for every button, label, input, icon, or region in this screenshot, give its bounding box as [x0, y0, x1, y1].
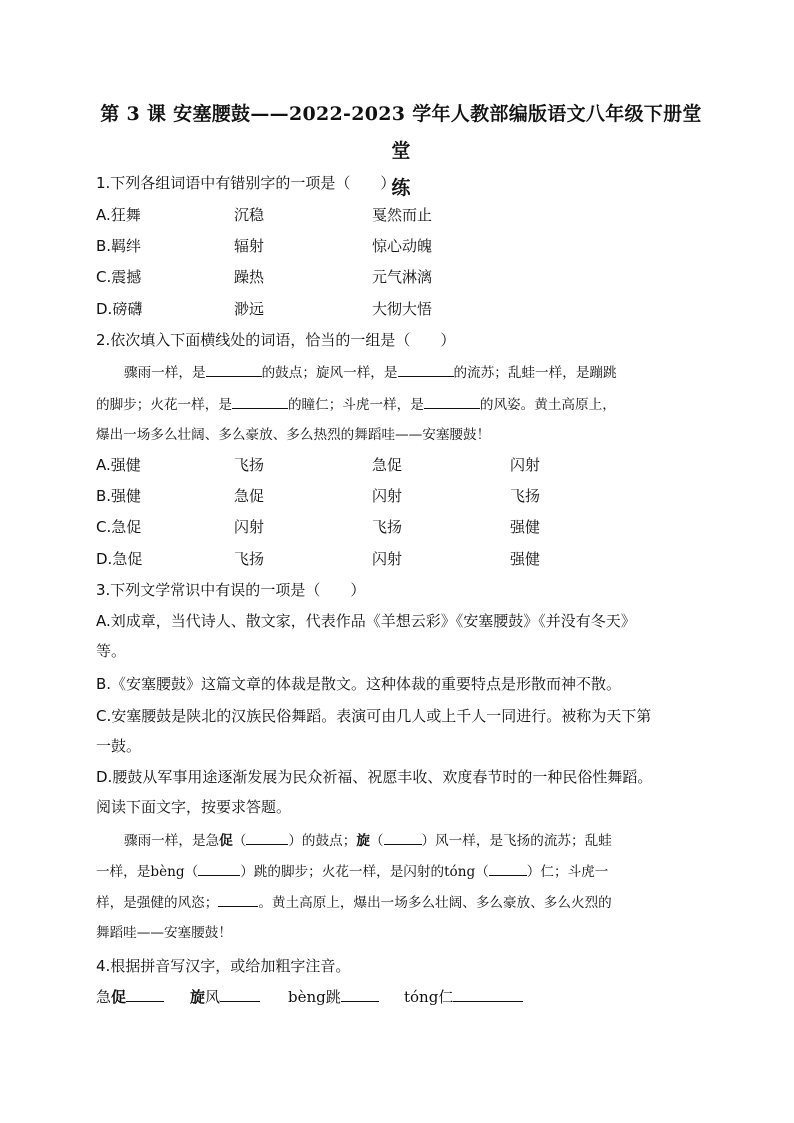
q2-option-d-word-4: 强健	[510, 550, 541, 568]
answer-blank-beng[interactable]	[198, 861, 240, 876]
q1-option-d-word-2: 渺远	[234, 300, 265, 318]
q4-text: 仁	[438, 988, 454, 1006]
bold-char-xuan: 旋	[356, 833, 370, 849]
q2-option-c-word-4: 强健	[510, 518, 541, 536]
reading-line-2	[96, 861, 700, 882]
answer-blank-phrase[interactable]	[218, 892, 258, 907]
q4-bold-char: 促	[111, 988, 127, 1006]
q1-option-a-word-3: 戛然而止	[372, 206, 433, 224]
reading-text: ）的鼓点；	[288, 833, 357, 849]
q2-option-c: C.急促	[96, 518, 142, 536]
q2-text: 的鼓点；旋风一样，是	[261, 365, 398, 381]
q4-bold-char: 旋	[190, 988, 206, 1006]
q2-text: 骤雨一样，是	[124, 365, 206, 381]
reading-line-3	[96, 892, 700, 913]
q4-text: 风	[205, 988, 221, 1006]
reading-text: 。黄土高原上，爆出一场多么壮阔、多么豪放、多么火烈的	[258, 895, 612, 911]
q4-text: 跳	[325, 988, 341, 1006]
reading-text: ）跳的脚步；火花一样，是闪射的	[240, 864, 445, 880]
q1-option-b-word-2: 辐射	[234, 237, 265, 255]
q2-option-a-word-2: 飞扬	[234, 456, 265, 474]
reading-line-4: 舞蹈哇——安塞腰鼓！	[96, 925, 232, 941]
q4-item-3	[288, 987, 379, 1007]
q3-option-b: B.《安塞腰鼓》这篇文章的体裁是散文。这种体裁的重要特点是形散而神不散。	[96, 675, 622, 693]
q2-passage-line-2	[96, 394, 700, 415]
q4-pinyin: tóng	[404, 988, 439, 1006]
q4-answer-blank-4[interactable]	[453, 987, 523, 1002]
pinyin-tong: tóng	[444, 864, 476, 880]
reading-text: 骤雨一样，是急	[124, 833, 220, 849]
title-line-2: 练	[391, 177, 411, 199]
reading-text: 一样，是	[96, 864, 151, 880]
q2-passage-line-1	[96, 362, 700, 383]
answer-blank-cu[interactable]	[246, 830, 288, 845]
q1-option-b: B.羁绊	[96, 237, 142, 255]
q3-option-a-continued: 等。	[96, 642, 127, 660]
q1-option-d: D.磅礴	[96, 300, 143, 318]
q4-text: 急	[96, 988, 112, 1006]
q1-option-c: C.震撼	[96, 268, 142, 286]
q2-text: 的脚步；火花一样，是	[96, 397, 232, 413]
q2-option-d-word-2: 飞扬	[234, 550, 265, 568]
q1-stem: 1.下列各组词语中有错别字的一项是（ ）	[96, 174, 396, 192]
q2-option-d: D.急促	[96, 550, 143, 568]
reading-text: （	[232, 833, 247, 849]
q4-answer-blank-3[interactable]	[341, 987, 379, 1002]
q2-option-a-word-3: 急促	[372, 456, 403, 474]
q2-text: 的瞳仁；斗虎一样，是	[287, 397, 424, 413]
q1-option-c-word-3: 元气淋漓	[372, 268, 433, 286]
q3-option-a: A.刘成章，当代诗人、散文家，代表作品《羊想云彩》《安塞腰鼓》《并没有冬天》	[96, 612, 636, 630]
q2-option-c-word-3: 飞扬	[372, 518, 403, 536]
q4-item-2	[190, 987, 260, 1007]
q2-option-b-word-3: 闪射	[372, 487, 403, 505]
reading-line-1	[96, 830, 700, 851]
reading-text: （	[184, 864, 199, 880]
q4-item-4	[404, 987, 523, 1007]
fill-blank-4[interactable]	[424, 394, 480, 409]
q2-stem: 2.依次填入下面横线处的词语，恰当的一组是（ ）	[96, 331, 456, 349]
q1-option-a: A.狂舞	[96, 206, 141, 224]
reading-text: ）仁；斗虎一	[526, 864, 609, 880]
q1-option-a-word-2: 沉稳	[234, 206, 265, 224]
q2-option-d-word-3: 闪射	[372, 550, 403, 568]
q2-text: 的流苏；乱蛙一样，是蹦跳	[453, 365, 617, 381]
reading-text: （	[369, 833, 384, 849]
q2-option-b: B.强健	[96, 487, 142, 505]
q2-option-b-word-2: 急促	[234, 487, 265, 505]
q4-answer-blank-2[interactable]	[220, 987, 260, 1002]
answer-blank-xuan[interactable]	[384, 830, 422, 845]
q1-option-c-word-2: 躁热	[234, 268, 265, 286]
q4-answer-blank-1[interactable]	[126, 987, 164, 1002]
title-line-1: 第 3 课 安塞腰鼓——2022-2023 学年人教部编版语文八年级下册堂堂	[100, 103, 702, 162]
fill-blank-3[interactable]	[232, 394, 288, 409]
fill-blank-2[interactable]	[398, 362, 454, 377]
bold-char-cu: 促	[219, 833, 233, 849]
fill-blank-1[interactable]	[206, 362, 262, 377]
q3-option-d: D.腰鼓从军事用途逐渐发展为民众祈福、祝愿丰收、欢度春节时的一种民俗性舞蹈。	[96, 768, 653, 786]
q4-stem: 4.根据拼音写汉字，或给加粗字注音。	[96, 957, 351, 975]
q4-pinyin: bèng	[288, 988, 326, 1006]
q1-option-b-word-3: 惊心动魄	[372, 237, 433, 255]
answer-blank-tong[interactable]	[489, 861, 527, 876]
q4-item-1	[96, 987, 164, 1007]
q2-option-b-word-4: 飞扬	[510, 487, 541, 505]
q2-option-a-word-4: 闪射	[510, 456, 541, 474]
q3-option-c: C.安塞腰鼓是陕北的汉族民俗舞蹈。表演可由几人或上千人一同进行。被称为天下第	[96, 707, 652, 725]
q2-text: 的风姿。黄土高原上，	[479, 397, 616, 413]
reading-text: ）风一样，是飞扬的流苏；乱蛙	[421, 833, 612, 849]
q2-option-c-word-2: 闪射	[234, 518, 265, 536]
q2-passage-line-3: 爆出一场多么壮阔、多么豪放、多么热烈的舞蹈哇——安塞腰鼓！	[96, 427, 491, 443]
reading-text: （	[475, 864, 489, 880]
q3-option-c-continued: 一鼓。	[96, 737, 142, 755]
q1-option-d-word-3: 大彻大悟	[372, 300, 433, 318]
q2-option-a: A.强健	[96, 456, 141, 474]
pinyin-beng: bèng	[150, 864, 185, 880]
reading-text: 样，是强健的风恣；	[96, 895, 219, 911]
q3-stem: 3.下列文学常识中有误的一项是（ ）	[96, 581, 366, 599]
reading-instruction: 阅读下面文字，按要求答题。	[96, 798, 292, 816]
